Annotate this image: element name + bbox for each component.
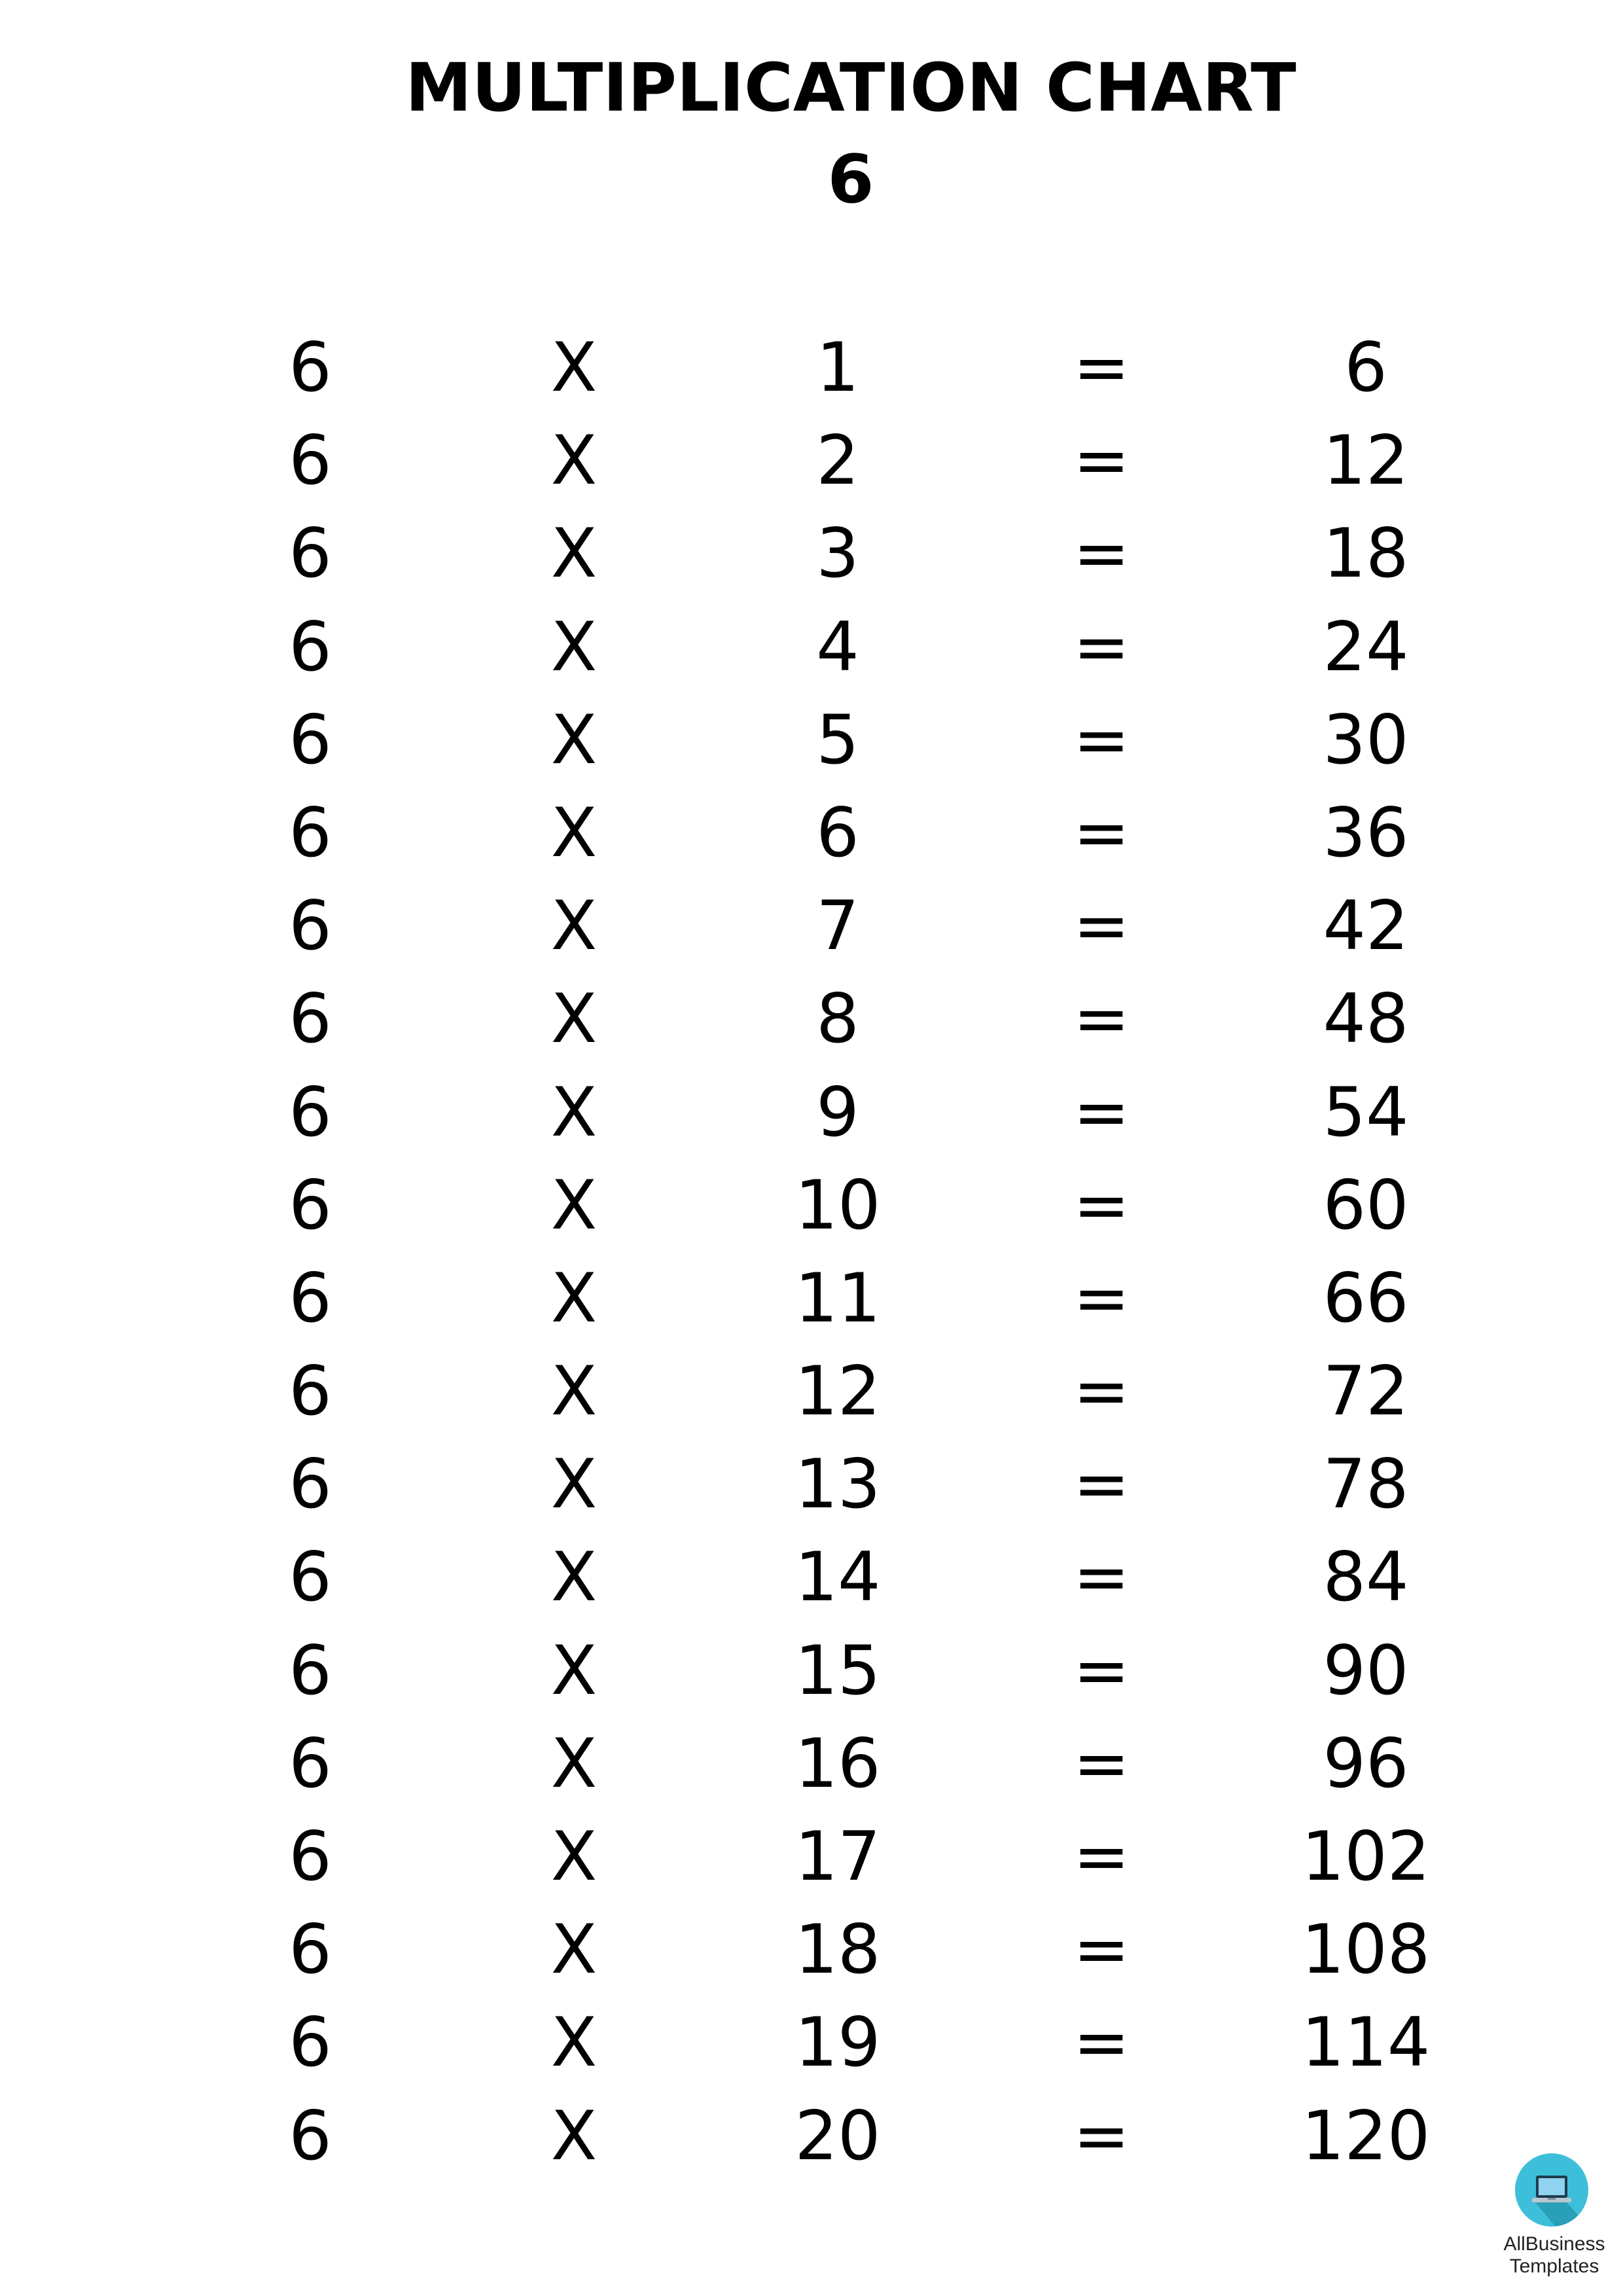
product-cell: 90 bbox=[1323, 1631, 1409, 1710]
table-row bbox=[0, 601, 1623, 694]
table-row bbox=[0, 1066, 1623, 1159]
times-sign-cell: X bbox=[550, 1818, 597, 1896]
logo-text bbox=[1486, 2233, 1623, 2278]
multiplicand-cell: 6 bbox=[289, 700, 332, 780]
times-sign-cell: X bbox=[550, 2003, 597, 2083]
equals-sign-cell: = bbox=[1073, 1073, 1130, 1152]
multiplier-cell: 19 bbox=[794, 2003, 881, 2083]
times-sign-cell: X bbox=[550, 980, 597, 1059]
equals-sign-cell: = bbox=[1073, 2003, 1130, 2083]
equals-sign-cell: = bbox=[1073, 1631, 1130, 1710]
table-row bbox=[0, 507, 1623, 600]
multiplier-cell: 5 bbox=[816, 700, 859, 780]
multiplication-table bbox=[0, 321, 1623, 2183]
table-row bbox=[0, 880, 1623, 973]
times-sign-cell: X bbox=[550, 700, 597, 780]
times-sign-cell: X bbox=[550, 1352, 597, 1431]
equals-sign-cell: = bbox=[1073, 700, 1130, 780]
times-sign-cell: X bbox=[550, 607, 597, 687]
times-sign-cell: X bbox=[550, 422, 597, 501]
equals-sign-cell: = bbox=[1073, 329, 1130, 407]
times-sign-cell: X bbox=[550, 1166, 597, 1245]
laptop-icon bbox=[1515, 2153, 1588, 2227]
multiplier-cell: 9 bbox=[816, 1073, 859, 1152]
multiplier-cell: 8 bbox=[816, 980, 859, 1059]
multiplicand-cell: 6 bbox=[289, 887, 332, 966]
times-sign-cell: X bbox=[550, 1259, 597, 1338]
times-sign-cell: X bbox=[550, 1445, 597, 1524]
equals-sign-cell: = bbox=[1073, 2096, 1130, 2176]
equals-sign-cell: = bbox=[1073, 514, 1130, 594]
product-cell: 60 bbox=[1323, 1166, 1409, 1245]
product-cell: 120 bbox=[1301, 2096, 1431, 2176]
times-sign-cell: X bbox=[550, 793, 597, 872]
multiplier-cell: 15 bbox=[794, 1631, 881, 1710]
multiplicand-cell: 6 bbox=[289, 1073, 332, 1152]
multiplicand-cell: 6 bbox=[289, 793, 332, 872]
multiplicand-cell: 6 bbox=[289, 1352, 332, 1431]
table-row bbox=[0, 1252, 1623, 1345]
times-sign-cell: X bbox=[550, 887, 597, 966]
product-cell: 36 bbox=[1323, 793, 1409, 872]
table-row bbox=[0, 2090, 1623, 2183]
table-row bbox=[0, 1624, 1623, 1717]
multiplier-cell: 7 bbox=[816, 887, 859, 966]
table-row bbox=[0, 1717, 1623, 1810]
logo-line-1: AllBusiness bbox=[1503, 2233, 1605, 2255]
multiplicand-cell: 6 bbox=[289, 980, 332, 1059]
logo-badge bbox=[1515, 2153, 1588, 2227]
multiplicand-cell: 6 bbox=[289, 1445, 332, 1524]
table-row bbox=[0, 787, 1623, 880]
table-row bbox=[0, 973, 1623, 1066]
multiplicand-cell: 6 bbox=[289, 1910, 332, 1990]
multiplier-cell: 16 bbox=[794, 1724, 881, 1803]
multiplier-cell: 4 bbox=[816, 607, 859, 687]
product-cell: 54 bbox=[1323, 1073, 1409, 1152]
product-cell: 96 bbox=[1323, 1724, 1409, 1803]
product-cell: 78 bbox=[1323, 1445, 1409, 1524]
product-cell: 114 bbox=[1301, 2003, 1431, 2083]
multiplicand-cell: 6 bbox=[289, 2003, 332, 2083]
equals-sign-cell: = bbox=[1073, 422, 1130, 501]
equals-sign-cell: = bbox=[1073, 1818, 1130, 1896]
times-sign-cell: X bbox=[550, 2096, 597, 2176]
allbusiness-templates-logo bbox=[1486, 2153, 1623, 2296]
table-row bbox=[0, 1996, 1623, 2089]
times-sign-cell: X bbox=[550, 1910, 597, 1990]
product-cell: 42 bbox=[1323, 887, 1409, 966]
equals-sign-cell: = bbox=[1073, 1166, 1130, 1245]
times-sign-cell: X bbox=[550, 1538, 597, 1617]
multiplier-cell: 13 bbox=[794, 1445, 881, 1524]
times-sign-cell: X bbox=[550, 1724, 597, 1803]
multiplier-cell: 6 bbox=[816, 793, 859, 872]
equals-sign-cell: = bbox=[1073, 793, 1130, 872]
times-sign-cell: X bbox=[550, 1073, 597, 1152]
table-row bbox=[0, 1810, 1623, 1903]
table-row bbox=[0, 321, 1623, 414]
table-row bbox=[0, 1438, 1623, 1531]
multiplicand-cell: 6 bbox=[289, 1259, 332, 1338]
multiplicand-cell: 6 bbox=[289, 514, 332, 594]
times-sign-cell: X bbox=[550, 329, 597, 407]
multiplier-cell: 17 bbox=[794, 1818, 881, 1896]
product-cell: 108 bbox=[1301, 1910, 1431, 1990]
multiplicand-cell: 6 bbox=[289, 1538, 332, 1617]
equals-sign-cell: = bbox=[1073, 887, 1130, 966]
equals-sign-cell: = bbox=[1073, 980, 1130, 1059]
multiplicand-cell: 6 bbox=[289, 1818, 332, 1896]
multiplicand-cell: 6 bbox=[289, 422, 332, 501]
product-cell: 30 bbox=[1323, 700, 1409, 780]
multiplicand-cell: 6 bbox=[289, 1724, 332, 1803]
equals-sign-cell: = bbox=[1073, 1538, 1130, 1617]
logo-line-2: Templates bbox=[1509, 2255, 1599, 2277]
table-row bbox=[0, 694, 1623, 787]
multiplier-cell: 11 bbox=[794, 1259, 881, 1338]
equals-sign-cell: = bbox=[1073, 1910, 1130, 1990]
page-title: MULTIPLICATION CHART bbox=[405, 49, 1296, 127]
multiplier-cell: 1 bbox=[816, 329, 859, 407]
product-cell: 18 bbox=[1323, 514, 1409, 594]
multiplier-cell: 12 bbox=[794, 1352, 881, 1431]
multiplier-cell: 3 bbox=[816, 514, 859, 594]
equals-sign-cell: = bbox=[1073, 1352, 1130, 1431]
multiplicand-cell: 6 bbox=[289, 329, 332, 407]
table-row bbox=[0, 1903, 1623, 1996]
table-row bbox=[0, 1531, 1623, 1624]
product-cell: 66 bbox=[1323, 1259, 1409, 1338]
equals-sign-cell: = bbox=[1073, 1724, 1130, 1803]
multiplier-cell: 10 bbox=[794, 1166, 881, 1245]
product-cell: 102 bbox=[1301, 1818, 1431, 1896]
equals-sign-cell: = bbox=[1073, 607, 1130, 687]
multiplier-cell: 18 bbox=[794, 1910, 881, 1990]
table-row bbox=[0, 1345, 1623, 1438]
multiplicand-cell: 6 bbox=[289, 607, 332, 687]
multiplier-cell: 14 bbox=[794, 1538, 881, 1617]
product-cell: 6 bbox=[1344, 329, 1387, 407]
times-sign-cell: X bbox=[550, 1631, 597, 1710]
table-row bbox=[0, 1159, 1623, 1252]
table-row bbox=[0, 414, 1623, 507]
times-sign-cell: X bbox=[550, 514, 597, 594]
page-subtitle: 6 bbox=[827, 141, 874, 219]
product-cell: 84 bbox=[1323, 1538, 1409, 1617]
multiplicand-cell: 6 bbox=[289, 2096, 332, 2176]
multiplicand-cell: 6 bbox=[289, 1166, 332, 1245]
multiplier-cell: 20 bbox=[794, 2096, 881, 2176]
multiplicand-cell: 6 bbox=[289, 1631, 332, 1710]
equals-sign-cell: = bbox=[1073, 1259, 1130, 1338]
product-cell: 12 bbox=[1323, 422, 1409, 501]
product-cell: 24 bbox=[1323, 607, 1409, 687]
product-cell: 72 bbox=[1323, 1352, 1409, 1431]
multiplier-cell: 2 bbox=[816, 422, 859, 501]
equals-sign-cell: = bbox=[1073, 1445, 1130, 1524]
product-cell: 48 bbox=[1323, 980, 1409, 1059]
